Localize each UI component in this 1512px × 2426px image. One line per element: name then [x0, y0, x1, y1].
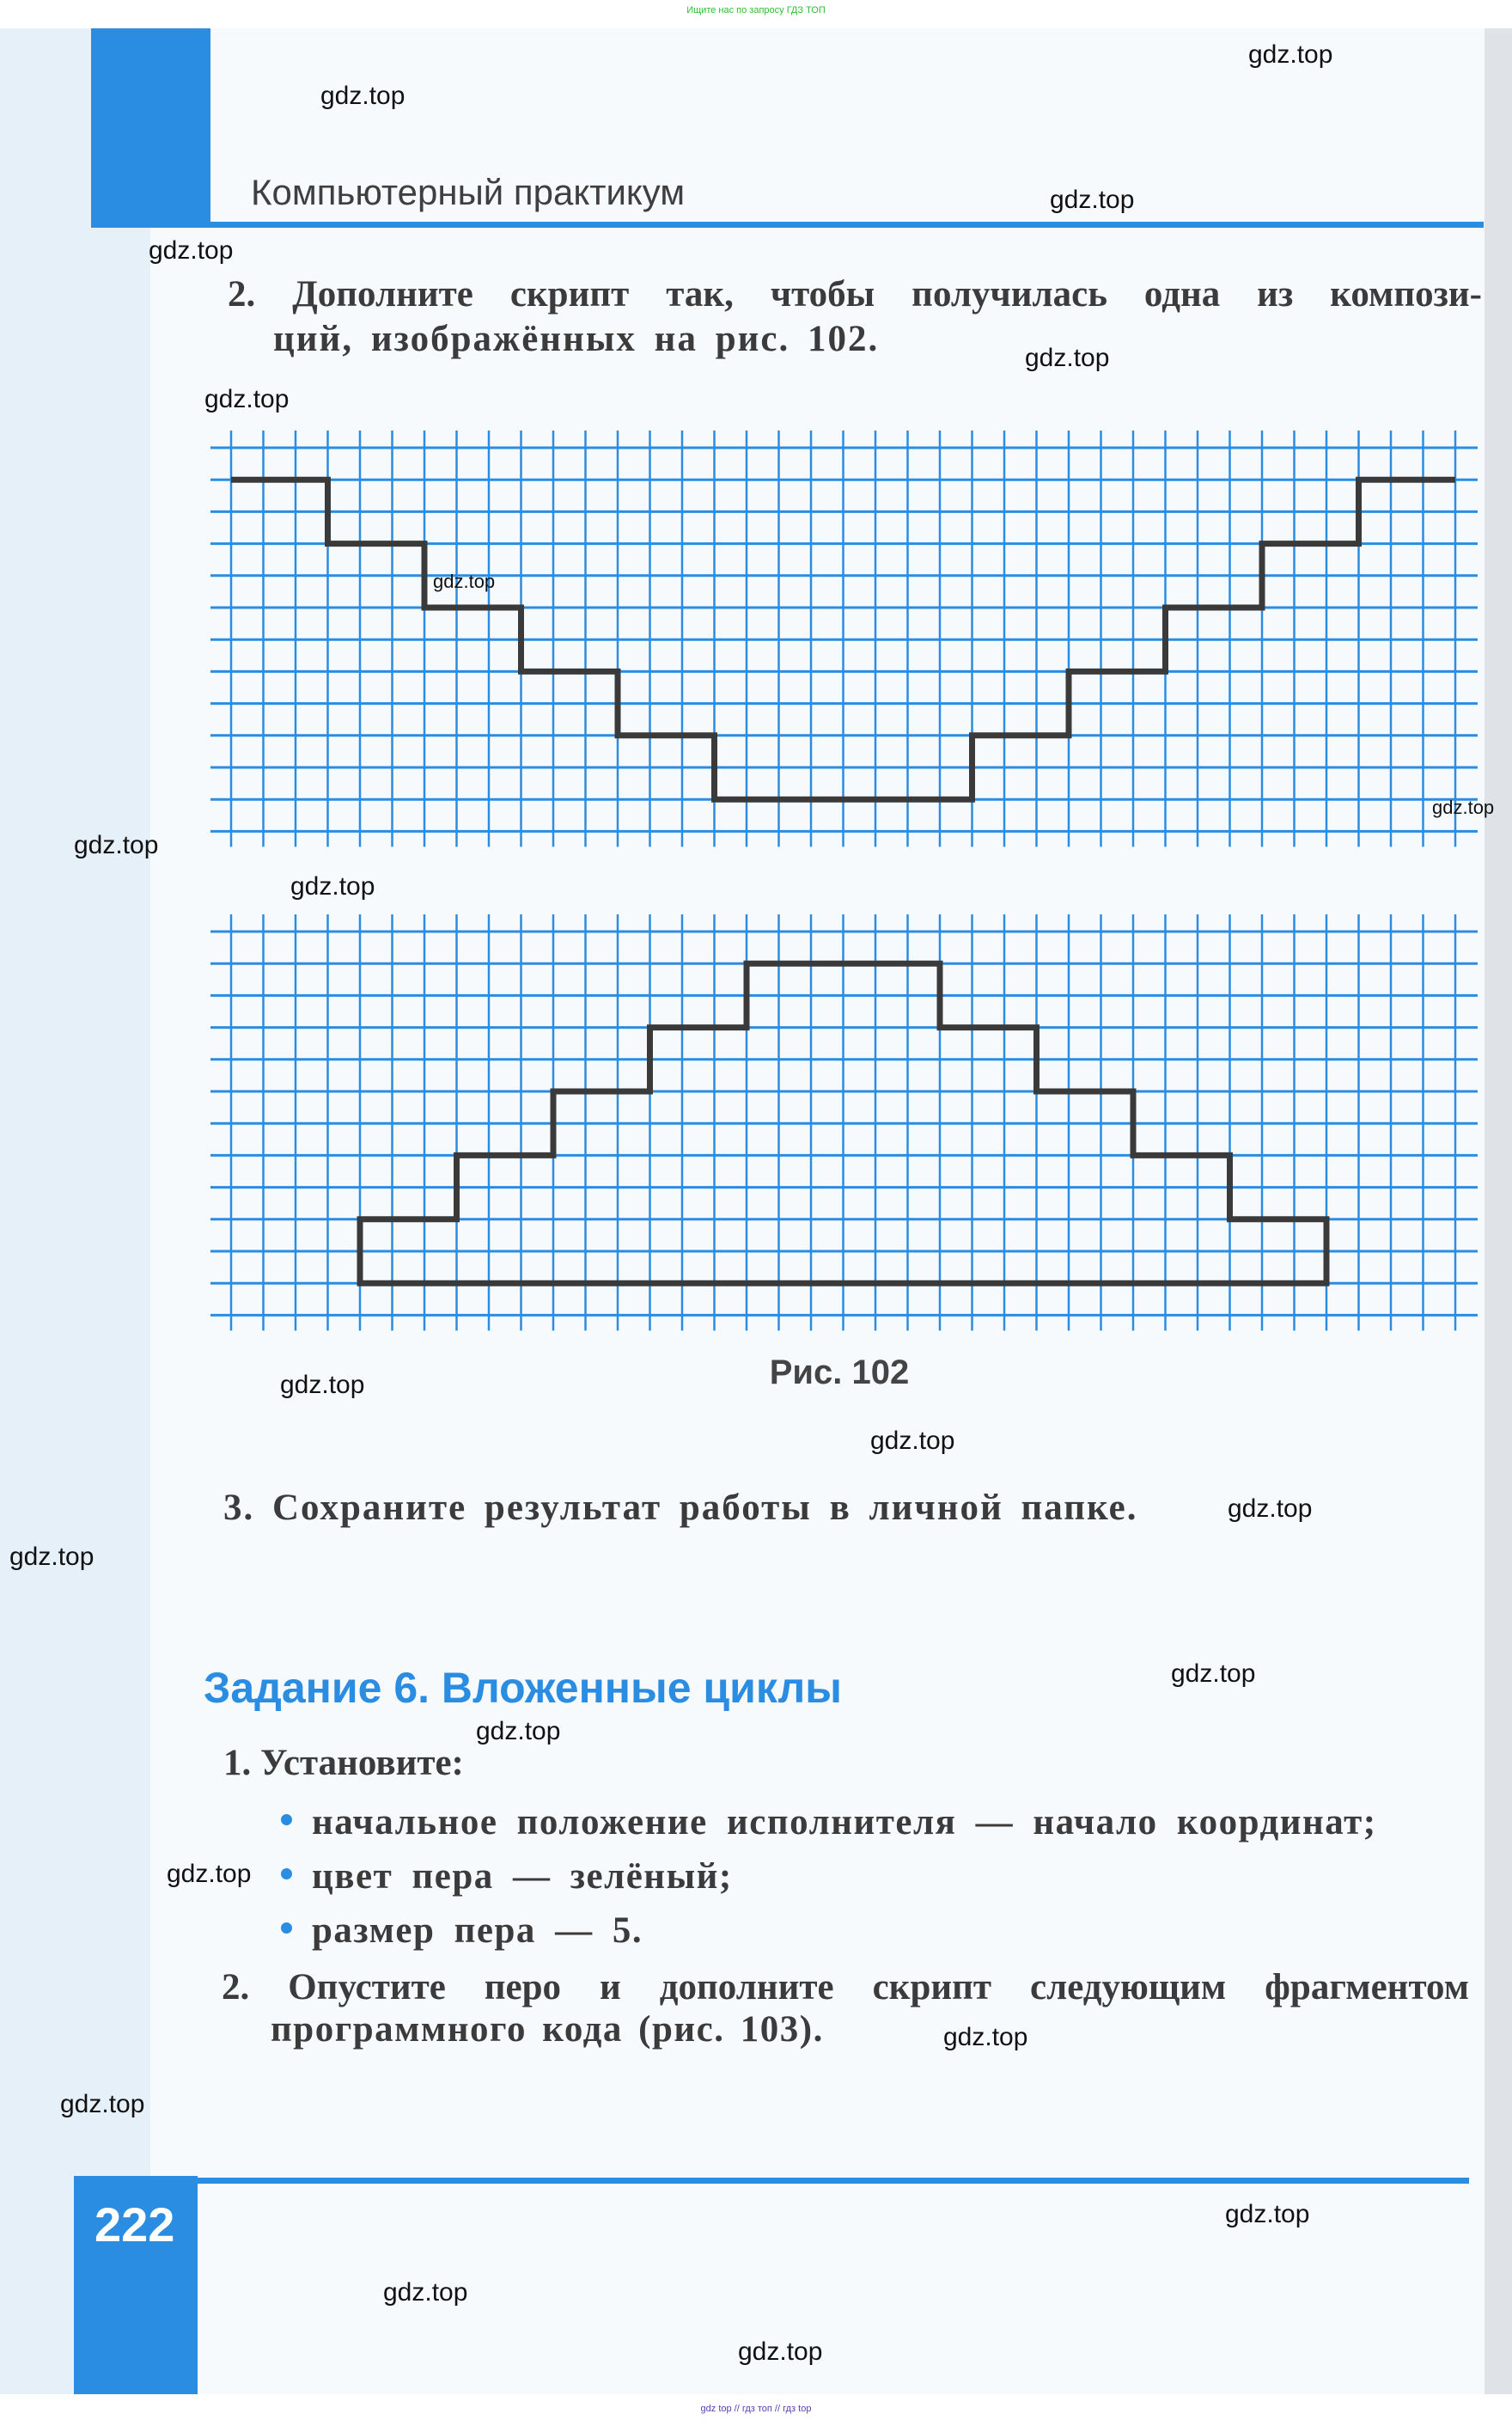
watermark: gdz.top — [738, 2337, 823, 2366]
watermark: gdz.top — [1025, 344, 1110, 372]
bottom-note: gdz top // гдз топ // гдз top — [700, 2404, 812, 2414]
watermark: gdz.top — [320, 82, 405, 110]
bullet-item: цвет пера — зелёный; — [312, 1856, 733, 1897]
grid-panel-1 — [210, 431, 1478, 846]
task3-text: 3. Сохраните результат работы в личной папке. — [223, 1488, 1138, 1528]
watermark: gdz.top — [74, 831, 159, 859]
watermark: gdz.top — [1432, 797, 1495, 818]
watermark: gdz.top — [1248, 40, 1333, 69]
watermark: gdz.top — [149, 236, 234, 265]
watermark: gdz.top — [60, 2090, 145, 2118]
bullet-item: размер пера — 5. — [312, 1910, 643, 1951]
step2-line-1: 2. Опустите перо и дополните скрипт следующим фрагментом — [222, 1967, 1469, 2007]
watermark: gdz.top — [383, 2278, 468, 2307]
watermark: gdz.top — [870, 1427, 955, 1455]
watermark: gdz.top — [1228, 1494, 1313, 1523]
task2-line-2: ций, изображённых на рис. 102. — [273, 319, 880, 359]
watermark: gdz.top — [1171, 1659, 1256, 1688]
section-title: Задание 6. Вложенные циклы — [204, 1664, 842, 1712]
step2-line-2: программного кода (рис. 103). — [271, 2009, 824, 2050]
header-title: Компьютерный практикум — [251, 172, 686, 212]
watermark: gdz.top — [943, 2023, 1028, 2051]
step1-text: 1. Установите: — [223, 1743, 464, 1783]
watermark: gdz.top — [290, 872, 375, 901]
footer-divider — [198, 2178, 1469, 2184]
bullet-item: начальное положение исполнителя — начало координат; — [312, 1802, 1377, 1842]
bullet-icon — [281, 1814, 292, 1825]
watermark: gdz.top — [476, 1717, 561, 1745]
grid-panel-2 — [210, 914, 1478, 1330]
watermark: gdz.top — [9, 1543, 94, 1571]
bullet-icon — [281, 1868, 292, 1879]
watermark: gdz.top — [1050, 186, 1135, 214]
watermark: gdz.top — [167, 1860, 252, 1888]
bullet-icon — [281, 1922, 292, 1934]
watermark: gdz.top — [204, 385, 290, 413]
watermark: gdz.top — [280, 1371, 365, 1399]
top-note: Ищите нас по запросу ГДЗ ТОП — [686, 5, 826, 15]
watermark: gdz.top — [433, 571, 496, 592]
figure-caption: Рис. 102 — [769, 1354, 910, 1391]
page-number: 222 — [94, 2197, 175, 2252]
task2-line-1: 2. Дополните скрипт так, чтобы получилась одна из компози- — [228, 274, 1482, 315]
watermark: gdz.top — [1225, 2200, 1310, 2228]
